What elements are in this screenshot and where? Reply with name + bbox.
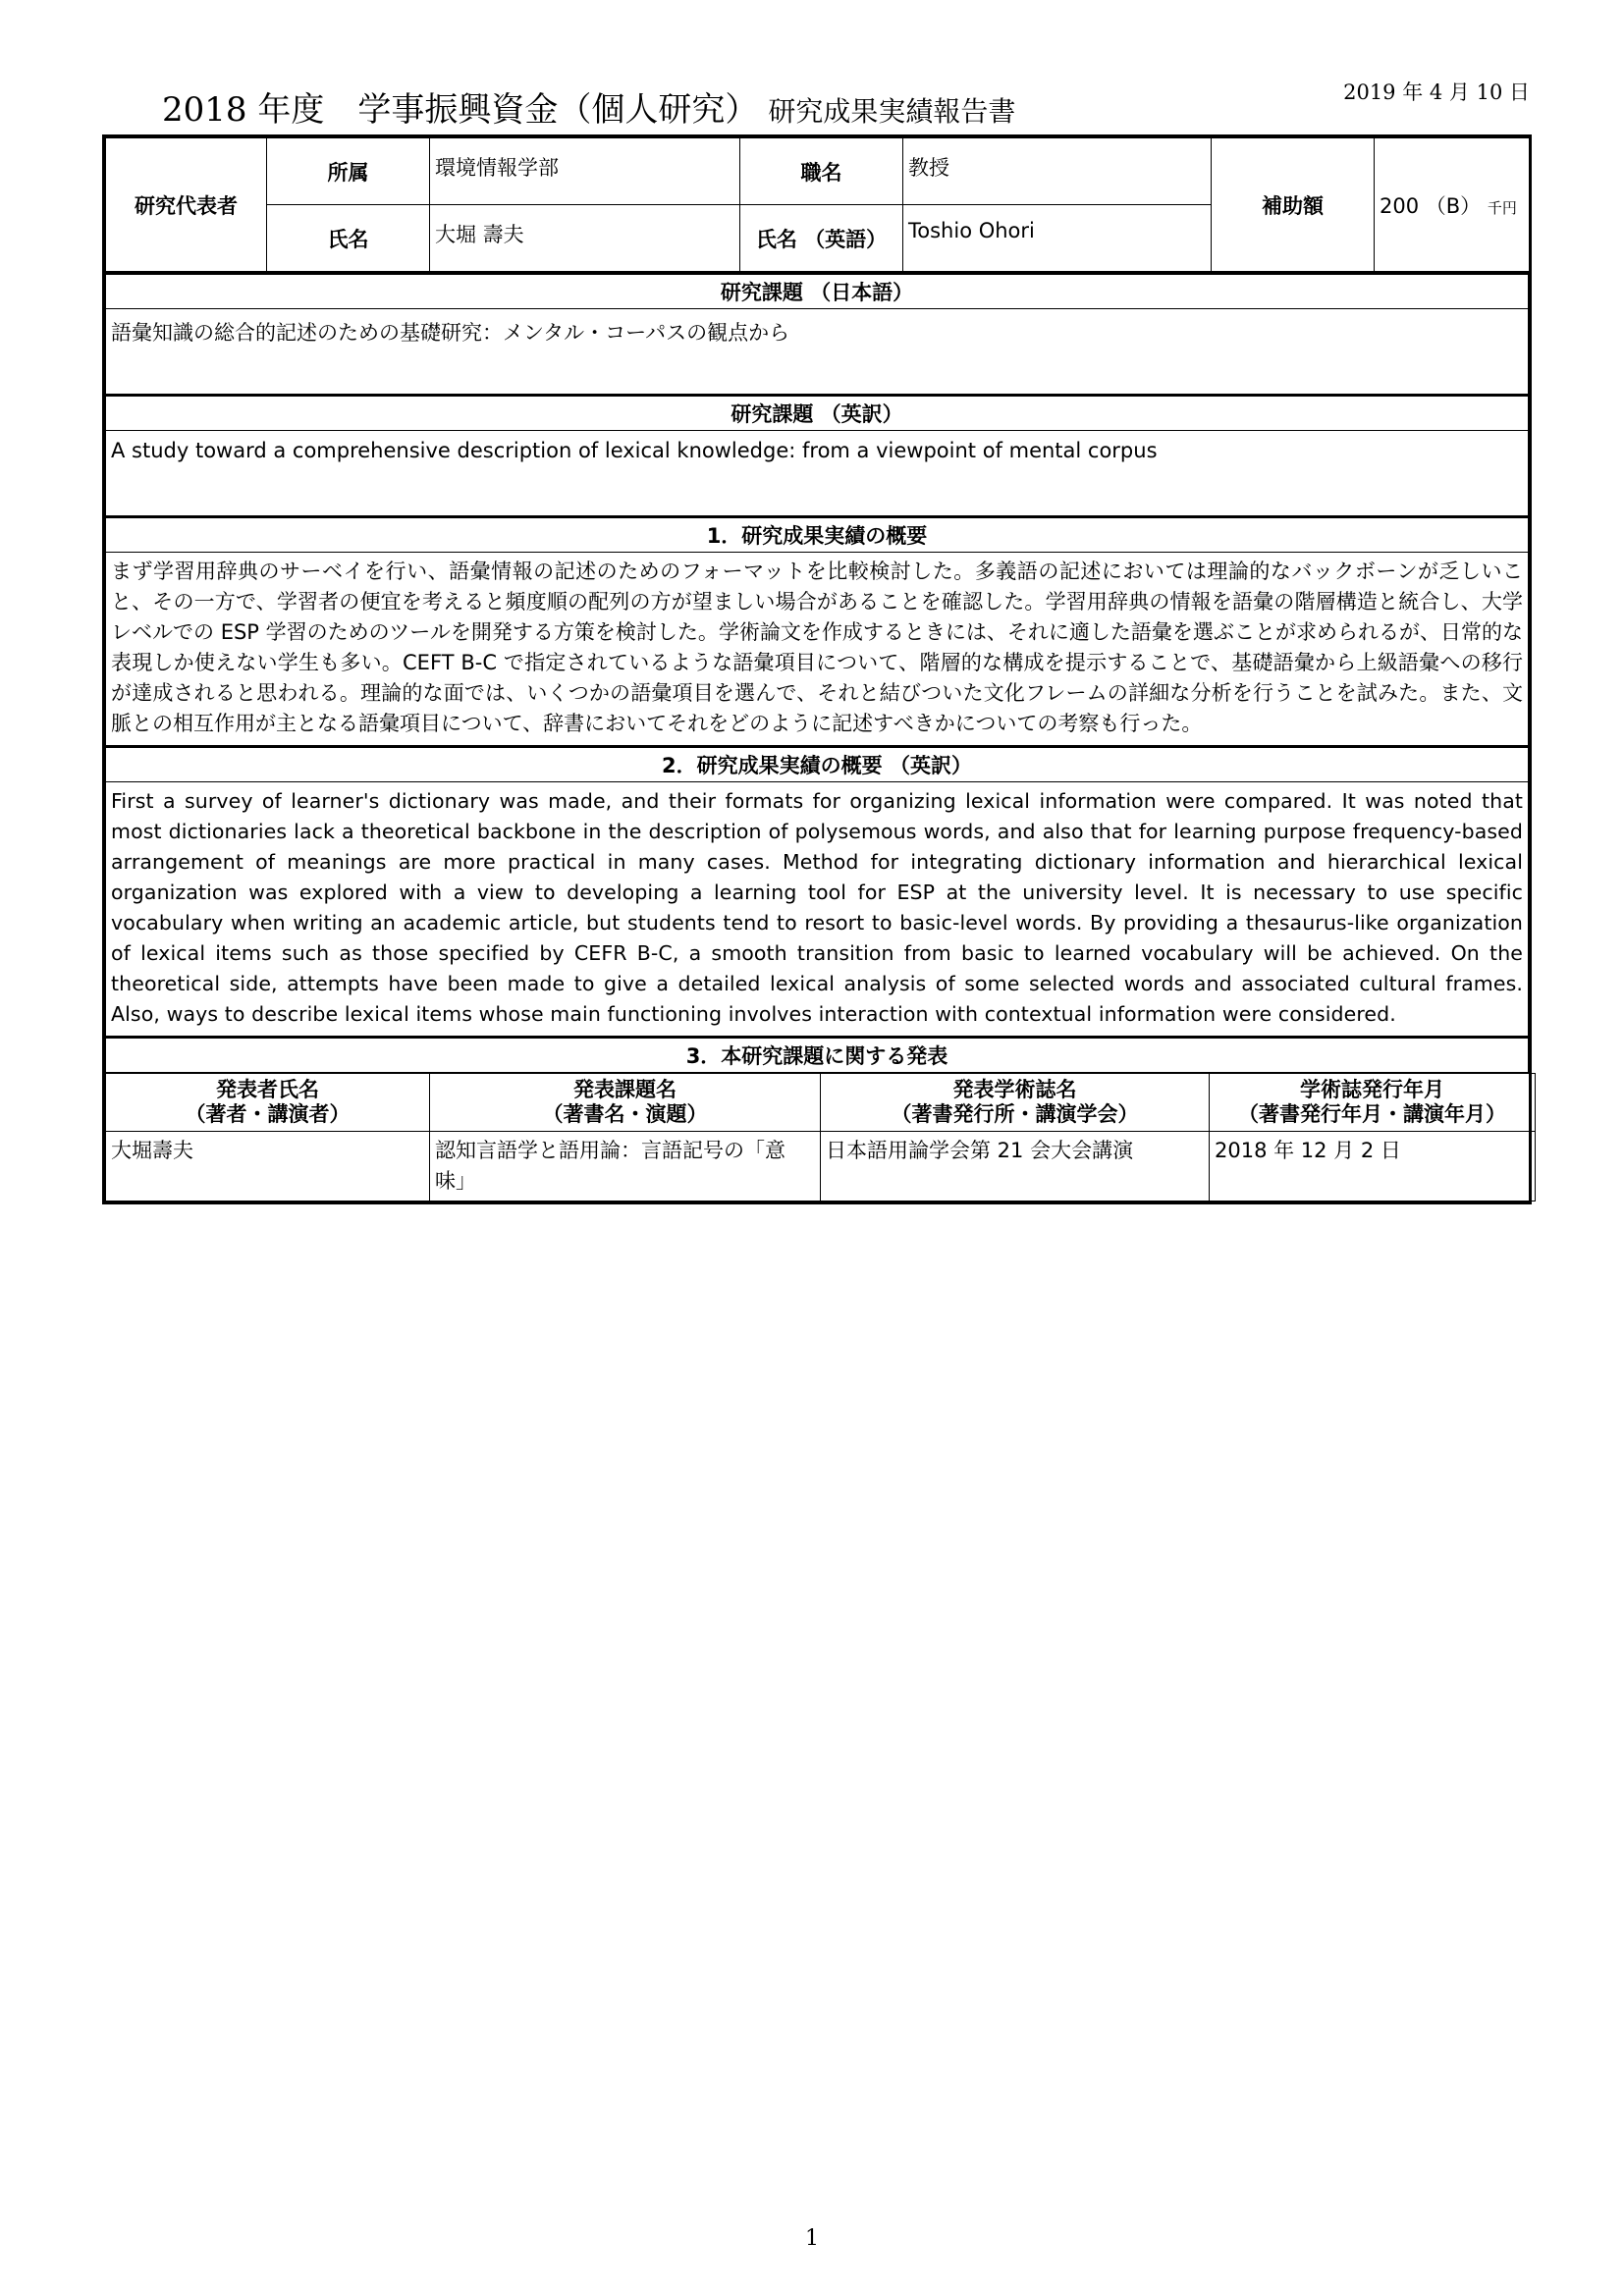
col-header-presenter: 発表者氏名 （著者・講演者） [106, 1074, 430, 1132]
topic-en-text: A study toward a comprehensive description of lexical knowledge: from a viewpoint of mental corpus [106, 431, 1529, 517]
pub-presenter: 大堀壽夫 [106, 1132, 430, 1201]
affiliation-label: 所属 [267, 138, 430, 205]
pub-venue: 日本語用論学会第 21 会大会講演 [821, 1132, 1210, 1201]
name-en-value: Toshio Ohori [903, 205, 1212, 272]
col-header-date: 学術誌発行年月 （著書発行年月・講演年月） [1210, 1074, 1536, 1132]
report-form [102, 134, 1532, 1204]
publications-heading: 3．本研究課題に関する発表 [106, 1038, 1529, 1073]
topic-jp-heading: 研究課題 （日本語） [106, 274, 1529, 309]
representative-label: 研究代表者 [106, 138, 267, 272]
report-title [162, 82, 1015, 131]
topic-jp-text: 語彙知識の総合的記述のための基礎研究：メンタル・コーパスの観点から [106, 309, 1529, 396]
title-sub: 研究成果実績報告書 [768, 95, 1016, 128]
summary-en-text: First a survey of learner's dictionary was made, and their formats for organizing lexical information were compared. It was noted that most dictionaries lack a theoretical backbone in the description of polysemous words, and also that for learning purpose frequency-based arrangement of meanings are more practical in many cases. Method for integrating dictionary information and hierarchical lexical organization was explored with a view to developing a learning tool for ESP at the university level. It is necessary to use specific vocabulary when writing an academic article, but students tend to resort to basic-level words. By providing a thesaurus-like organization of lexical items such as those specified by CEFR B-C, a smooth transition from basic to learned vocabulary will be achieved. On the theoretical side, attempts have been made to give a detailed lexical analysis of some selected words and associated cultural frames. Also, ways to describe lexical items whose main functioning involves interaction with contextual information were considered. [106, 782, 1529, 1038]
position-label: 職名 [740, 138, 903, 205]
grant-cell [1375, 138, 1530, 272]
col-header-venue: 発表学術誌名 （著書発行所・講演学会） [821, 1074, 1210, 1132]
grant-unit: 千円 [1487, 198, 1517, 217]
info-table [105, 137, 1530, 272]
publications-table [105, 1073, 1536, 1201]
summary-jp-heading: 1．研究成果実績の概要 [106, 517, 1529, 553]
table-row [106, 1132, 1536, 1201]
grant-value: 200 （B） [1380, 193, 1482, 218]
summary-en-heading: 2．研究成果実績の概要 （英訳） [106, 747, 1529, 782]
summary-jp-text: まず学習用辞典のサーベイを行い、語彙情報の記述のためのフォーマットを比較検討した。多義語の記述においては理論的なバックボーンが乏しいこと、その一方で、学習者の便宜を考えると頻度順の配列の方が望ましい場合があることを確認した。学習用辞典の情報を語彙の階層構造と統合し、大学レベルでの ESP 学習のためのツールを開発する方策を検討した。学術論文を作成するときには、それに適した語彙を選ぶことが求められるが、日常的な表現しか使えない学生も多い。CEFT B-C で指定されているような語彙項目について、階層的な構成を提示することで、基礎語彙から上級語彙への移行が達成されると思われる。理論的な面では、いくつかの語彙項目を選んで、それと結びついた文化フレームの詳細な分析を行うことを試みた。また、文脈との相互作用が主となる語彙項目について、辞書においてそれをどのように記述すべきかについての考察も行った。 [106, 553, 1529, 747]
report-date: 2019 年 4 月 10 日 [1343, 80, 1530, 104]
topics-table [105, 272, 1529, 1073]
title-main: 2018 年度 学事振興資金（個人研究） [162, 90, 759, 130]
position-value: 教授 [903, 138, 1212, 205]
topic-en-heading: 研究課題 （英訳） [106, 396, 1529, 431]
pub-date: 2018 年 12 月 2 日 [1210, 1132, 1536, 1201]
name-label: 氏名 [267, 205, 430, 272]
name-value: 大堀 壽夫 [430, 205, 740, 272]
affiliation-value: 環境情報学部 [430, 138, 740, 205]
pub-title: 認知言語学と語用論：言語記号の「意味」 [430, 1132, 821, 1201]
name-en-label: 氏名 （英語） [740, 205, 903, 272]
grant-label: 補助額 [1212, 138, 1375, 272]
col-header-title: 発表課題名 （著書名・演題） [430, 1074, 821, 1132]
page-number: 1 [805, 2226, 819, 2251]
